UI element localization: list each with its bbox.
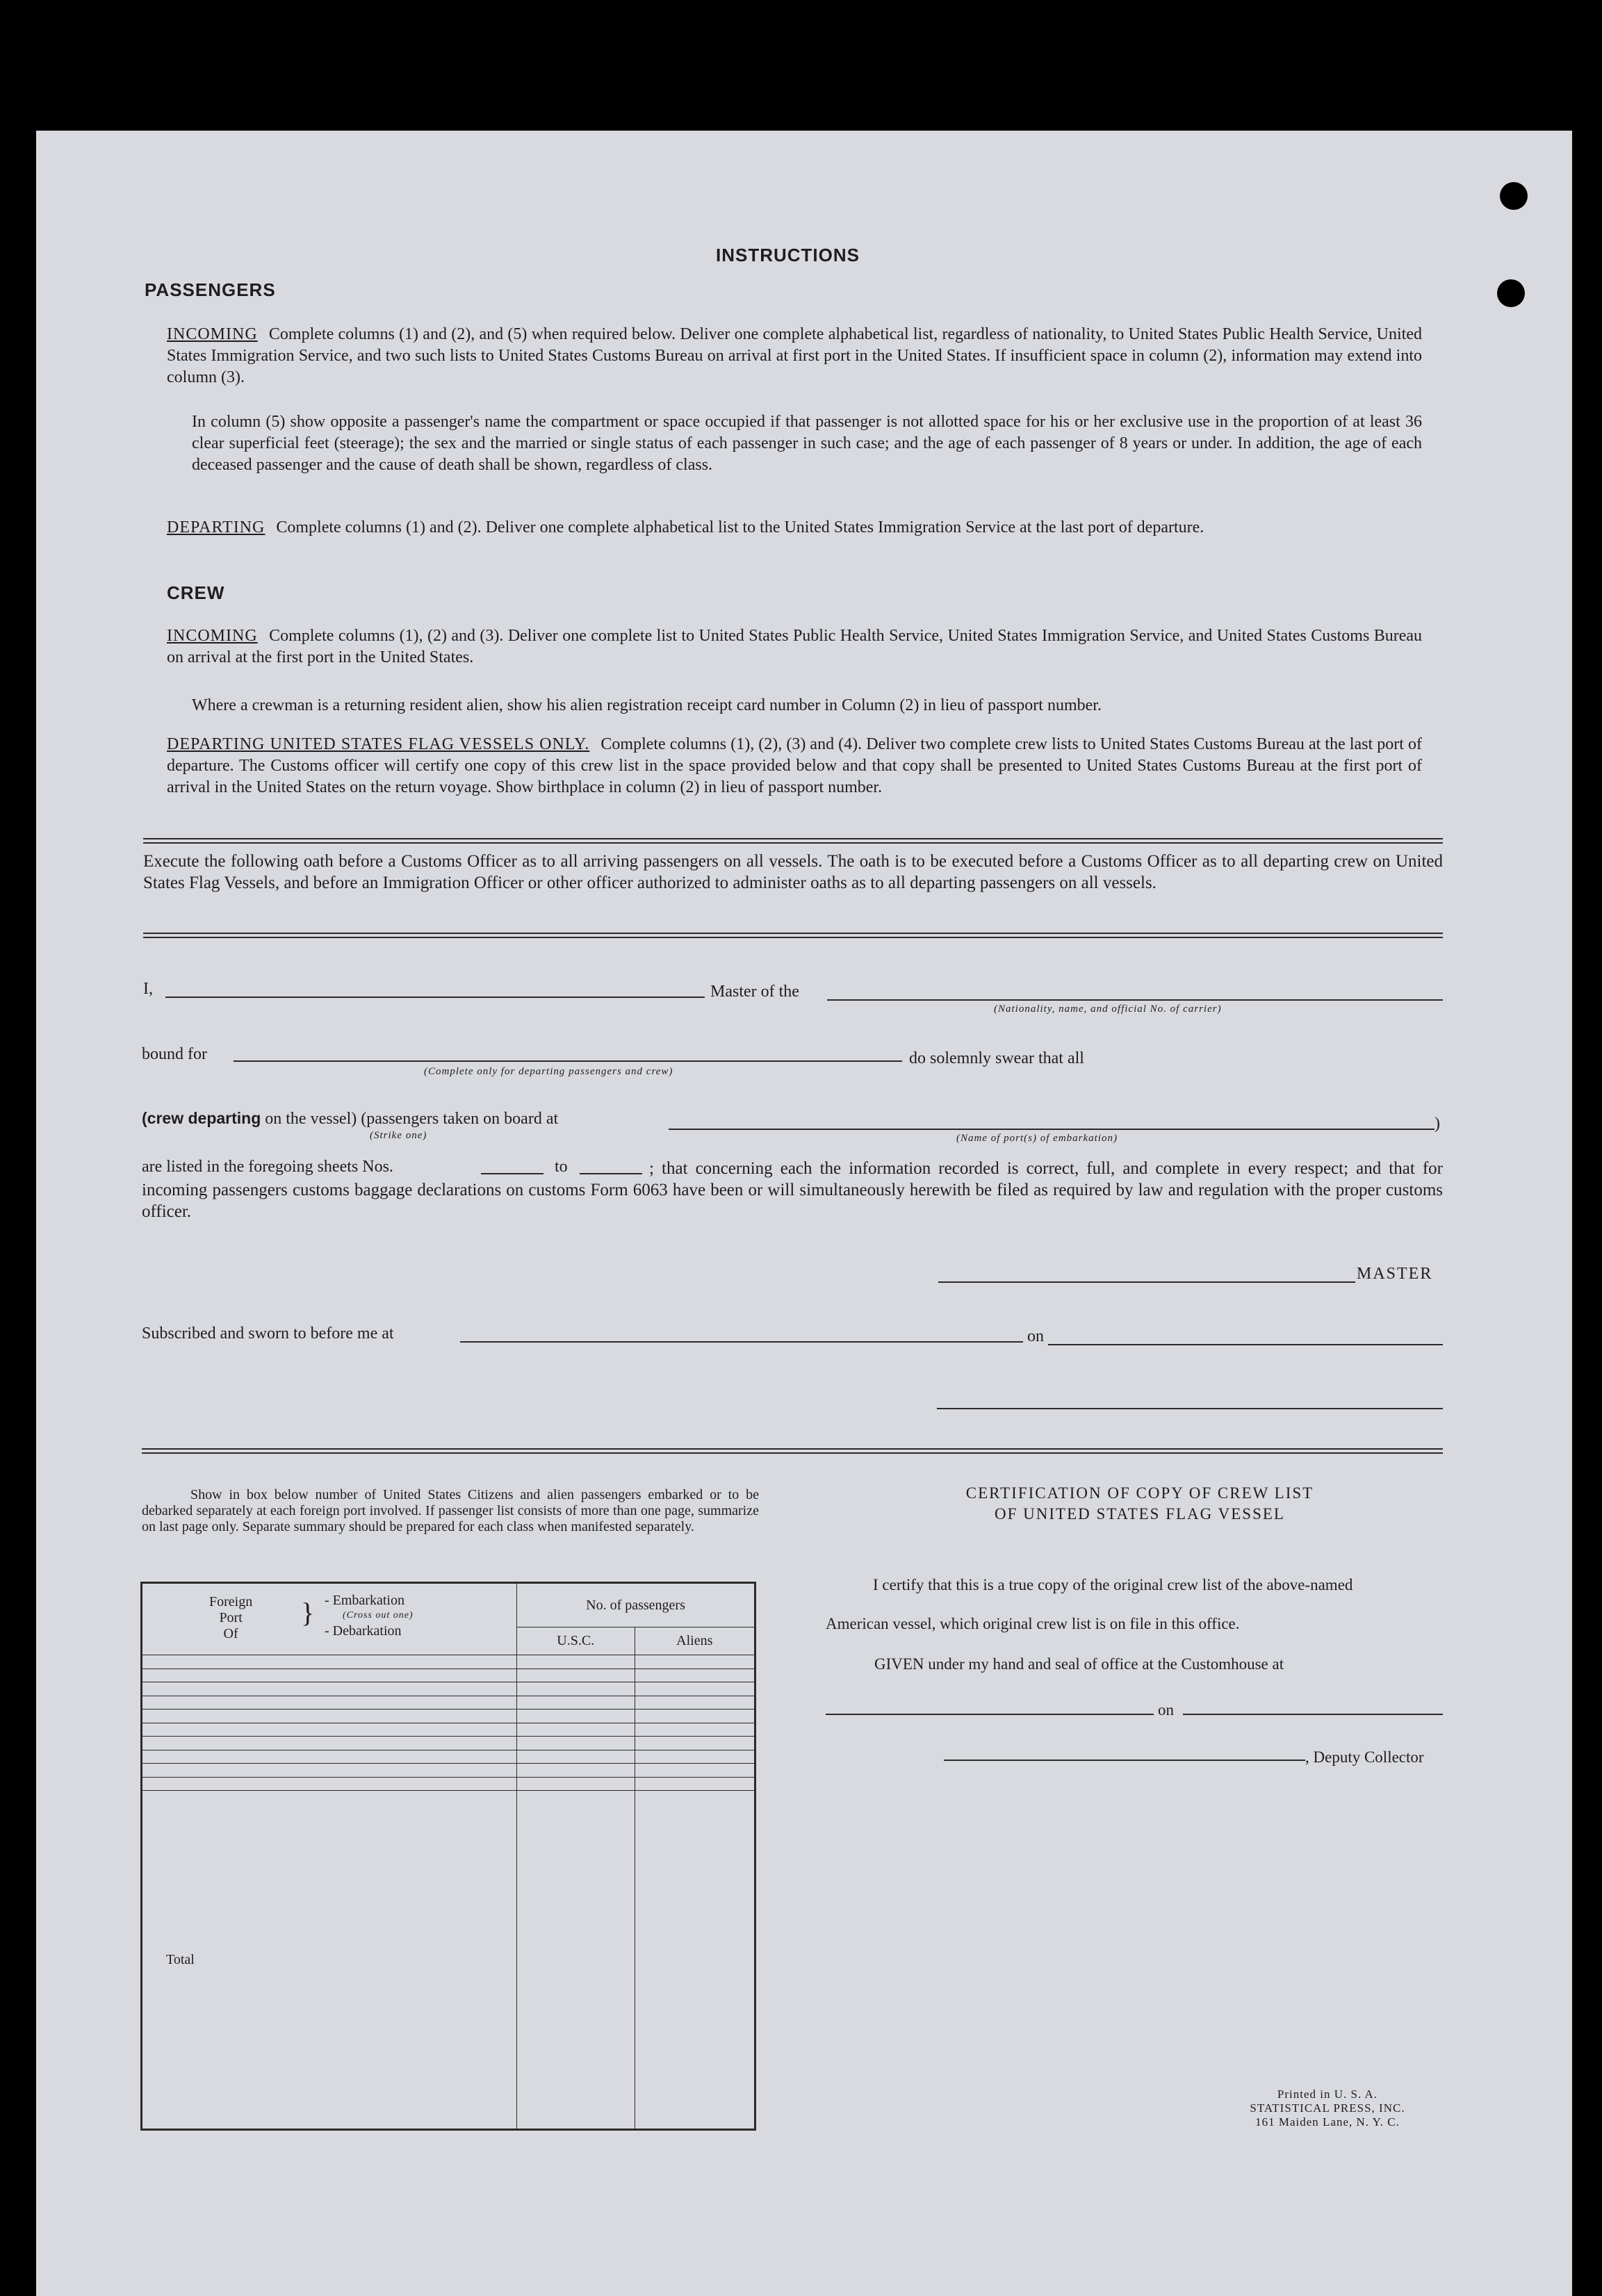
instructions-title: INSTRUCTIONS xyxy=(716,245,860,265)
passengers-departing-paragraph xyxy=(167,517,1422,539)
certification-title-line2: OF UNITED STATES FLAG VESSEL xyxy=(995,1505,1285,1523)
listed-suffix-text: ; that concerning each the information recorded is correct, full, and complete in every respect; and that for incoming passengers customs baggage declarations on customs Form 6063 have been or will simultaneously herewith be filed as required by law and regulation with the proper customs officer. xyxy=(142,1159,1443,1221)
sworn-date-field[interactable] xyxy=(1048,1344,1443,1345)
printer-line2: STATISTICAL PRESS, INC. xyxy=(1250,2101,1405,2115)
of-label: Of xyxy=(223,1626,238,1641)
port-cell[interactable] xyxy=(142,1668,517,1682)
port-cell[interactable] xyxy=(142,1682,517,1696)
table-row xyxy=(142,1709,755,1723)
passengers-incoming-paragraph xyxy=(167,324,1422,388)
aliens-header: Aliens xyxy=(635,1627,755,1655)
master-label: MASTER xyxy=(1357,1265,1433,1283)
total-aliens-cell[interactable] xyxy=(635,1791,755,2130)
carrier-field[interactable] xyxy=(827,999,1443,1001)
crew-heading: CREW xyxy=(167,582,225,603)
oath-execute-paragraph: Execute the following oath before a Customs Officer as to all arriving passengers on all vessels. The oath is to be executed before a Customs Officer as to all departing crew on United States Flag Vessels, and before an Immigration Officer or other officer authorized to administer oaths as to all departing passengers on all vessels. xyxy=(143,852,1443,892)
crew-incoming-label: INCOMING xyxy=(167,627,258,645)
crew-incoming-text: Complete columns (1), (2) and (3). Deliver one complete list to United States Public Health Service, United States Immigration Service, and United States Customs Bureau on arrival at the first port in the United States. xyxy=(167,627,1423,666)
brace-glyph: } xyxy=(301,1597,315,1628)
master-of-label: Master of the xyxy=(710,983,799,1001)
table-row xyxy=(142,1655,755,1669)
usc-cell[interactable] xyxy=(517,1750,635,1764)
customhouse-field[interactable] xyxy=(826,1714,1154,1715)
aliens-cell[interactable] xyxy=(635,1668,755,1682)
aliens-cell[interactable] xyxy=(635,1737,755,1750)
aliens-cell[interactable] xyxy=(635,1764,755,1778)
crew-departing-text: Complete columns (1), (2), (3) and (4). Deliver two complete crew lists to United States Customs Bureau at the last port of departure. The Customs officer will certify one copy of this crew list in the space provided below and that copy shall be presented to United States Customs Bureau at the first port of arrival in the United States on the return voyage. Show birthplace in column (2) in lieu of passport number. xyxy=(167,735,1423,796)
table-row xyxy=(142,1668,755,1682)
certification-title xyxy=(862,1483,1418,1525)
certify-line1: I certify that this is a true copy of the original crew list of the above-named xyxy=(873,1576,1353,1593)
punch-hole-middle xyxy=(1497,279,1525,307)
usc-cell[interactable] xyxy=(517,1777,635,1791)
master-name-field[interactable] xyxy=(165,997,705,998)
punch-hole-top xyxy=(1500,182,1528,210)
passenger-summary-table xyxy=(140,1582,756,2131)
crew-departing-paragraph xyxy=(167,734,1422,798)
table-row xyxy=(142,1764,755,1778)
deputy-collector-label: , Deputy Collector xyxy=(1305,1748,1424,1766)
aliens-cell[interactable] xyxy=(635,1777,755,1791)
printer-line1: Printed in U. S. A. xyxy=(1277,2088,1378,2101)
usc-cell[interactable] xyxy=(517,1696,635,1709)
passengers-incoming-label: INCOMING xyxy=(167,325,258,343)
usc-cell[interactable] xyxy=(517,1655,635,1669)
carrier-caption: (Nationality, name, and official No. of carrier) xyxy=(994,1003,1222,1015)
crew-incoming-paragraph xyxy=(167,625,1422,669)
foreign-label: Foreign xyxy=(209,1594,253,1609)
sheets-to-label: to xyxy=(555,1158,568,1176)
divider-rule xyxy=(143,933,1443,934)
official-signature-field[interactable] xyxy=(937,1408,1443,1409)
divider-rule xyxy=(143,838,1443,839)
cross-out-caption: (Cross out one) xyxy=(343,1610,414,1621)
port-cell[interactable] xyxy=(142,1764,517,1778)
usc-cell[interactable] xyxy=(517,1737,635,1750)
divider-rule xyxy=(142,1448,1443,1450)
sworn-place-field[interactable] xyxy=(460,1341,1023,1343)
sheets-from-label: are listed in the foregoing sheets Nos. xyxy=(142,1158,393,1176)
strike-caption: (Strike one) xyxy=(370,1130,427,1141)
table-row xyxy=(142,1777,755,1791)
certification-date-field[interactable] xyxy=(1183,1714,1443,1715)
passengers-departing-label: DEPARTING xyxy=(167,518,265,536)
usc-cell[interactable] xyxy=(517,1668,635,1682)
passengers-heading: PASSENGERS xyxy=(145,279,276,300)
certification-title-line1: CERTIFICATION OF COPY OF CREW LIST xyxy=(965,1484,1314,1502)
aliens-cell[interactable] xyxy=(635,1655,755,1669)
sworn-on-label: on xyxy=(1027,1327,1044,1345)
certify-line2: American vessel, which original crew list is on file in this office. xyxy=(826,1615,1240,1632)
total-row xyxy=(142,1791,755,2130)
table-row xyxy=(142,1696,755,1709)
ports-field[interactable] xyxy=(669,1129,1435,1130)
total-usc-cell[interactable] xyxy=(517,1791,635,2130)
subscribed-label: Subscribed and sworn to before me at xyxy=(142,1325,394,1343)
embarkation-option[interactable]: - Embarkation xyxy=(325,1593,404,1608)
deputy-collector-signature-field[interactable] xyxy=(944,1760,1305,1761)
summary-instructions: Show in box below number of United States Citizens and alien passengers embarked or to be debarked separately at each foreign port involved. If passenger list consists of more than one page, summarize on last page only. Separate summary should be prepared for each class when manifested separately. xyxy=(142,1487,759,1534)
port-cell[interactable] xyxy=(142,1723,517,1737)
passengers-column5-paragraph: In column (5) show opposite a passenger's name the compartment or space occupied if that passenger is not allotted space for his or her exclusive use in the proportion of at least 36 clear superficial feet (steerage); the sex and the married or single status of each passenger in such case; and the age of each passenger of 8 years or under. In addition, the age of each deceased passenger and the cause of death shall be shown, regardless of class. xyxy=(192,413,1422,474)
crew-passengers-line xyxy=(142,1109,558,1129)
port-cell[interactable] xyxy=(142,1655,517,1669)
table-row xyxy=(142,1750,755,1764)
table-row xyxy=(142,1723,755,1737)
port-label: Port xyxy=(219,1610,243,1625)
port-cell[interactable] xyxy=(142,1696,517,1709)
port-header-cell xyxy=(142,1583,517,1655)
master-signature-field[interactable] xyxy=(938,1281,1355,1283)
divider-rule xyxy=(143,842,1443,844)
aliens-cell[interactable] xyxy=(635,1723,755,1737)
port-cell[interactable] xyxy=(142,1737,517,1750)
port-cell[interactable] xyxy=(142,1777,517,1791)
certification-on-label: on xyxy=(1158,1701,1174,1719)
crew-departing-option[interactable]: (crew departing xyxy=(142,1109,261,1127)
port-cell[interactable] xyxy=(142,1750,517,1764)
table-row xyxy=(142,1682,755,1696)
oath-i-label: I, xyxy=(143,980,153,998)
printer-imprint xyxy=(1209,2088,1446,2129)
bound-for-caption: (Complete only for departing passengers and crew) xyxy=(424,1066,673,1077)
bound-for-field[interactable] xyxy=(234,1060,902,1062)
aliens-cell[interactable] xyxy=(635,1696,755,1709)
crew-departing-label: DEPARTING UNITED STATES FLAG VESSELS ONLY. xyxy=(167,735,590,753)
table-row xyxy=(142,1737,755,1750)
port-cell[interactable] xyxy=(142,1709,517,1723)
given-text: GIVEN under my hand and seal of office at the Customhouse at xyxy=(874,1655,1284,1673)
passengers-incoming-text: Complete columns (1) and (2), and (5) when required below. Deliver one complete alphabetical list, regardless of nationality, to United States Public Health Service, United States Immigration Service, and two such lists to United States Customs Bureau on arrival at first port in the United States. If insufficient space in column (2), information may extend into column (3). xyxy=(167,325,1422,386)
aliens-cell[interactable] xyxy=(635,1682,755,1696)
crew-resident-paragraph: Where a crewman is a returning resident alien, show his alien registration receipt card number in Column (2) in lieu of passport number. xyxy=(192,696,1102,714)
divider-rule xyxy=(143,937,1443,938)
usc-header: U.S.C. xyxy=(517,1627,635,1655)
usc-cell[interactable] xyxy=(517,1682,635,1696)
aliens-cell[interactable] xyxy=(635,1750,755,1764)
total-label: Total xyxy=(142,1791,517,2130)
passengers-departing-text: Complete columns (1) and (2). Deliver one complete alphabetical list to the United States Immigration Service at the last port of departure. xyxy=(276,518,1204,536)
divider-rule xyxy=(142,1452,1443,1454)
swear-label: do solemnly swear that all xyxy=(909,1049,1084,1067)
printer-line3: 161 Maiden Lane, N. Y. C. xyxy=(1255,2115,1400,2129)
debarkation-option[interactable]: - Debarkation xyxy=(325,1623,402,1639)
on-vessel-text: on the vessel) xyxy=(265,1110,357,1128)
usc-cell[interactable] xyxy=(517,1764,635,1778)
bound-for-label: bound for xyxy=(142,1045,207,1063)
aliens-cell[interactable] xyxy=(635,1709,755,1723)
usc-cell[interactable] xyxy=(517,1709,635,1723)
close-paren: ) xyxy=(1435,1115,1440,1133)
passengers-taken-option[interactable]: (passengers taken on board at xyxy=(361,1110,559,1128)
usc-cell[interactable] xyxy=(517,1723,635,1737)
no-of-passengers-header: No. of passengers xyxy=(517,1583,755,1627)
ports-caption: (Name of port(s) of embarkation) xyxy=(956,1133,1118,1144)
